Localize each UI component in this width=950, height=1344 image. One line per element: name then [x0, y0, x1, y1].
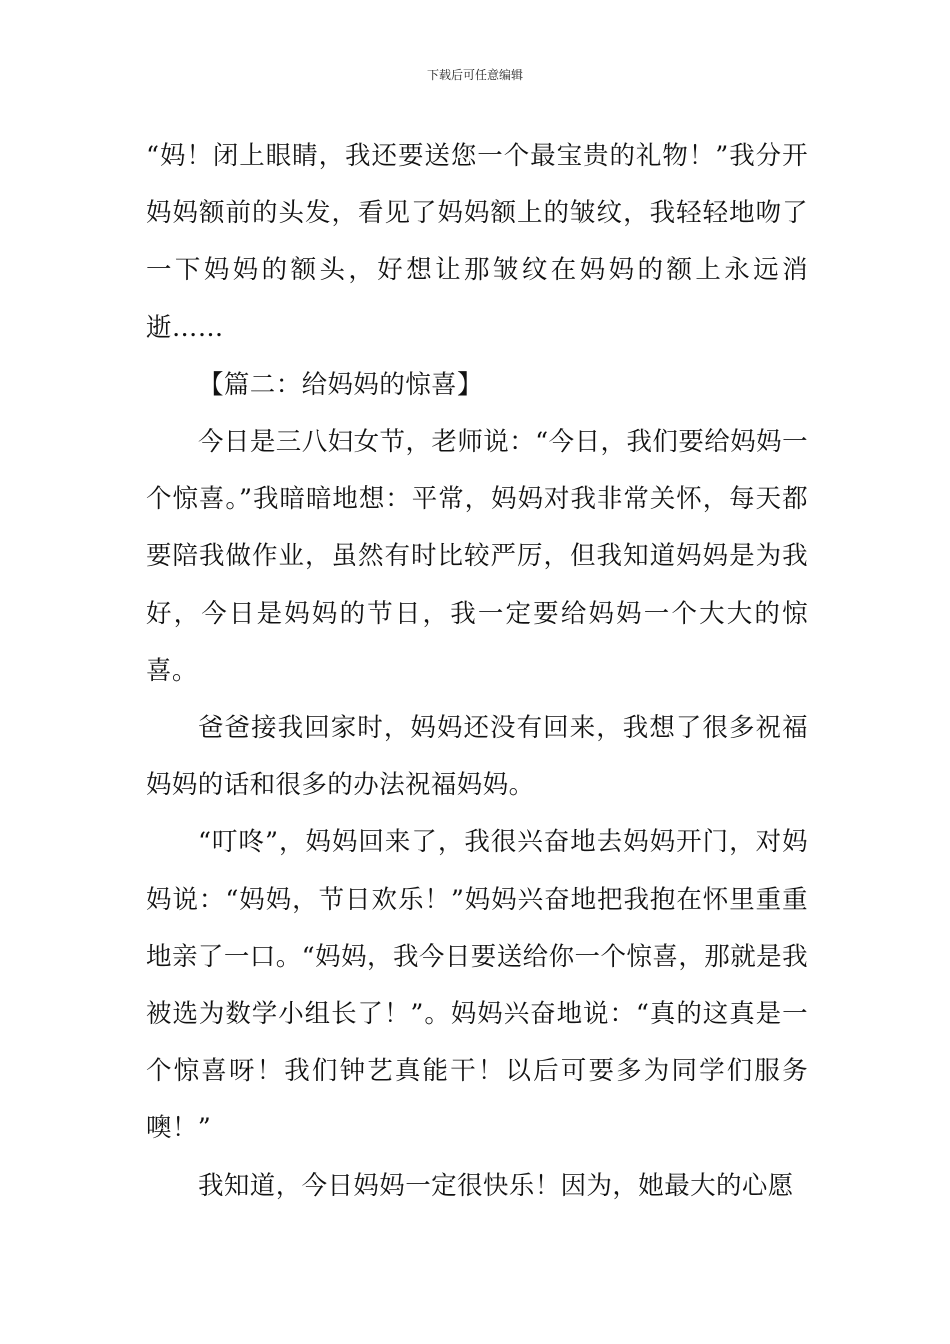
page-header: 下载后可任意编辑 — [426, 68, 523, 82]
paragraph-mom-happy: 我知道，今日妈妈一定很快乐！因为，她最大的心愿 — [198, 1170, 794, 1201]
section-title: 【篇二：给妈妈的惊喜】 — [198, 369, 483, 400]
paragraph-doorbell: “叮咚”，妈妈回来了，我很兴奋地去妈妈开门，对妈妈说：“妈妈，节日欢乐！”妈妈兴奋地把我抱在怀里重重地亲了一口。“妈妈，我今日要送给你一个惊喜，那就是我被选为数学小组长了！”。妈妈兴奋地说：“真的这真是一个惊喜呀！我们钟艺真能干！以后可要多为同学们服务噢！” — [146, 827, 808, 1144]
paragraph-gift-ending: “妈！闭上眼睛，我还要送您一个最宝贵的礼物！”我分开妈妈额前的头发，看见了妈妈额上的皱纹，我轻轻地吻了一下妈妈的额头，好想让那皱纹在妈妈的额上永远消逝…… — [146, 141, 808, 343]
body-text — [146, 128, 808, 1215]
paragraph-womens-day: 今日是三八妇女节，老师说：“今日，我们要给妈妈一个惊喜。”我暗暗地想：平常，妈妈对我非常关怀，每天都要陪我做作业，虽然有时比较严厉，但我知道妈妈是为我好，今日是妈妈的节日，我一定要给妈妈一个大大的惊喜。 — [146, 427, 808, 686]
paragraph-dad-pickup: 爸爸接我回家时，妈妈还没有回来，我想了很多祝福妈妈的话和很多的办法祝福妈妈。 — [146, 713, 808, 801]
